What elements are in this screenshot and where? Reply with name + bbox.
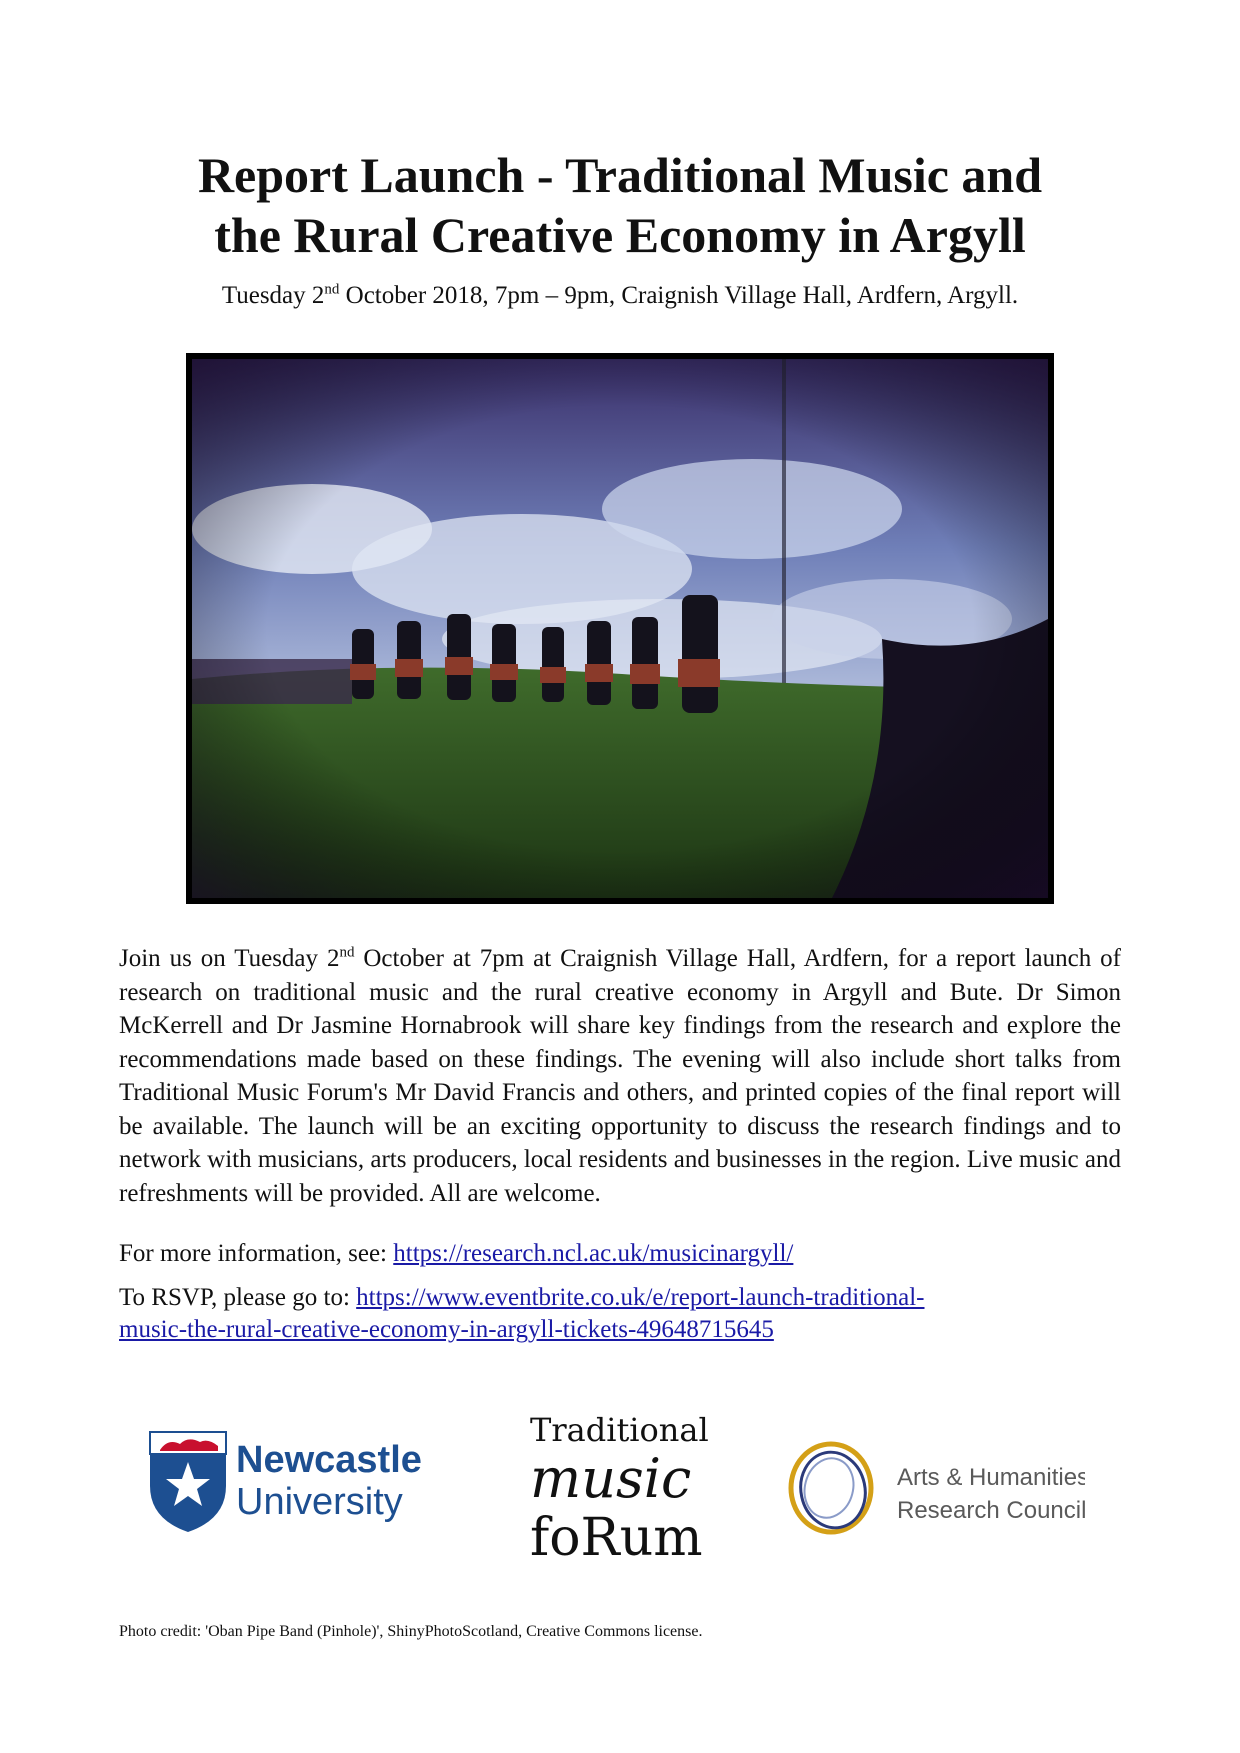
- svg-text:music: music: [530, 1447, 692, 1510]
- title-line-1: Report Launch - Traditional Music and: [197, 147, 1043, 203]
- svg-text:Newcastle: Newcastle: [236, 1439, 422, 1481]
- event-title: [60, 145, 1180, 265]
- title-line-2: the Rural Creative Economy in Argyll: [214, 207, 1026, 263]
- rsvp-line: To RSVP, please go to: https://www.eventbrite.co.uk/e/report-launch-traditional- music-the-rural-creative-economy-in-argyll-tickets-49648715645: [119, 1284, 925, 1343]
- photo-credit: Photo credit: 'Oban Pipe Band (Pinhole)', ShinyPhotoScotland, Creative Commons license.: [119, 1623, 703, 1640]
- newcastle-university-logo: [146, 1424, 446, 1534]
- more-info-line: For more information, see: https://research.ncl.ac.uk/musicinargyll/: [119, 1240, 794, 1267]
- traditional-music-forum-logo-image: [525, 1405, 715, 1565]
- newcastle-university-logo-image: [146, 1424, 446, 1534]
- ahrc-logo: [785, 1440, 1085, 1540]
- more-info-link[interactable]: https://research.ncl.ac.uk/musicinargyll/: [393, 1240, 794, 1267]
- svg-text:foRum: foRum: [530, 1508, 703, 1565]
- svg-text:Arts & Humanities: Arts & Humanities: [897, 1464, 1085, 1491]
- event-date-location: Tuesday 2nd October 2018, 7pm – 9pm, Craignish Village Hall, Ardfern, Argyll.: [221, 281, 1019, 309]
- rsvp-link[interactable]: https://www.eventbrite.co.uk/e/report-launch-traditional- music-the-rural-creative-economy-in-argyll-tickets-49648715645: [119, 1284, 925, 1343]
- svg-text:Traditional: Traditional: [530, 1411, 709, 1449]
- svg-text:Research Council: Research Council: [897, 1497, 1085, 1524]
- event-description: Join us on Tuesday 2nd October at 7pm at Craignish Village Hall, Ardfern, for a report launch of research on traditional music and the rural creative economy in Argyll and Bute. Dr Simon McKerrell and Dr Jasmine Hornabrook will share key findings from the research and explore the recommendations made based on these findings. The evening will also include short talks from Traditional Music Forum's Mr David Francis and others, and printed copies of the final report will be available. The launch will be an exciting opportunity to discuss the research findings and to network with musicians, arts producers, local residents and businesses in the region. Live music and refreshments will be provided. All are welcome.: [119, 944, 1121, 1207]
- ahrc-logo-image: [785, 1440, 1085, 1540]
- pipe-band-photo-image: [192, 359, 1048, 898]
- pipe-band-photo: [186, 353, 1054, 904]
- traditional-music-forum-logo: [525, 1405, 715, 1565]
- svg-text:University: University: [236, 1481, 403, 1523]
